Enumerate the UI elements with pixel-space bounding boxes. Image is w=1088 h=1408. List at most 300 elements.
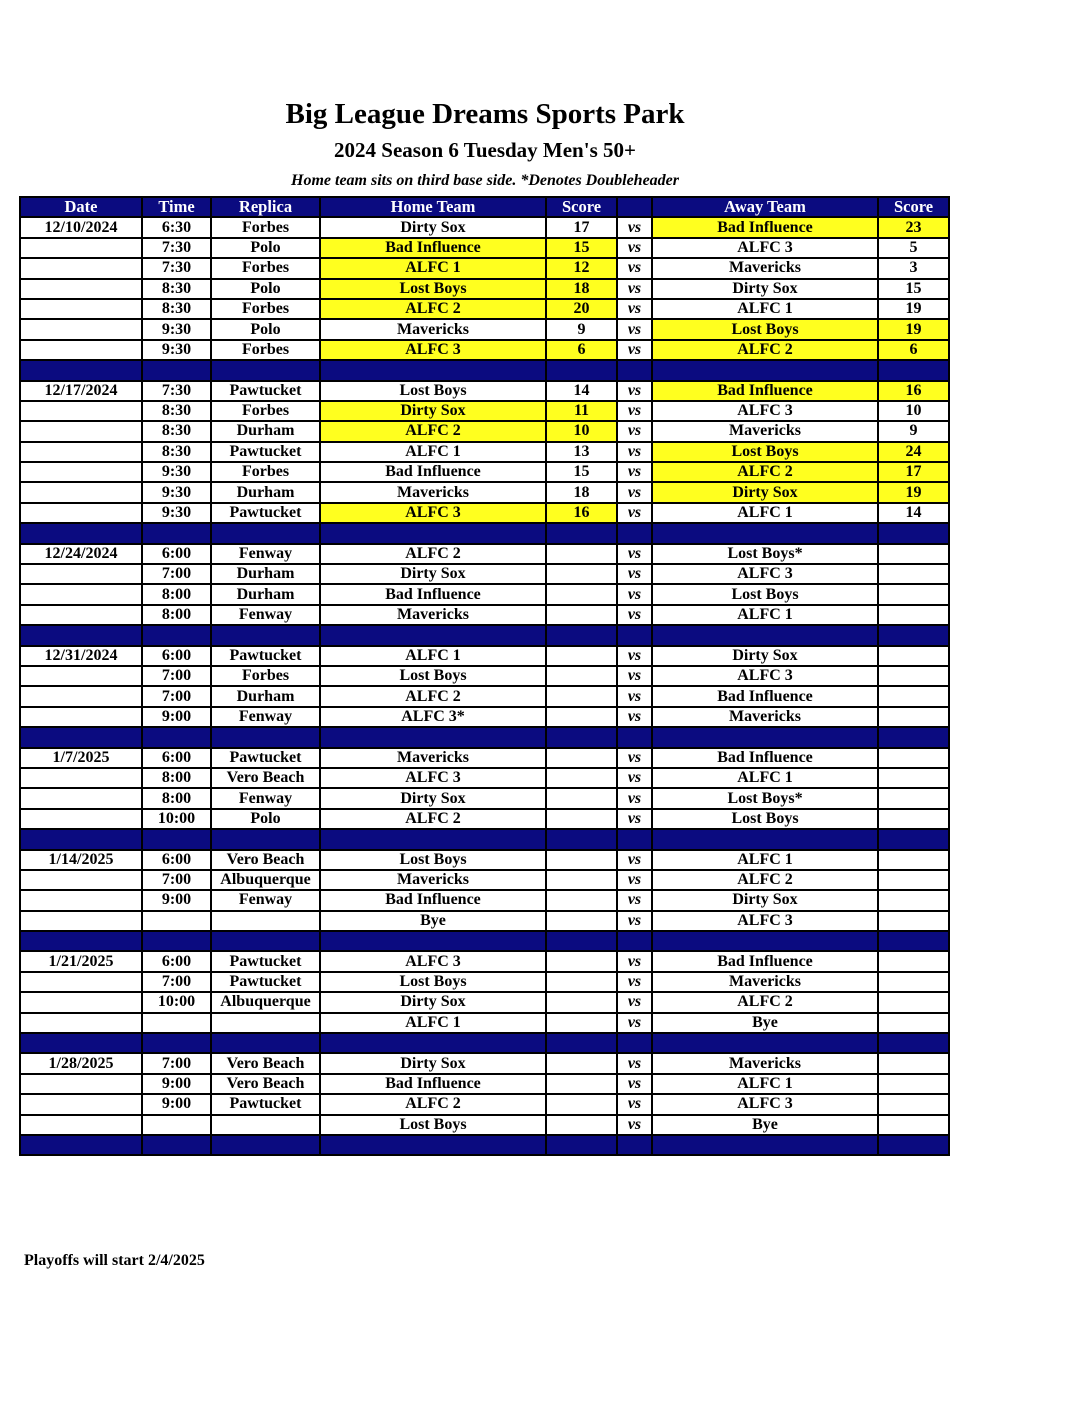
home-score-cell: 18 <box>546 279 617 299</box>
game-row <box>20 911 949 931</box>
away-team-cell: ALFC 3 <box>652 911 878 931</box>
time-cell: 8:00 <box>142 788 211 808</box>
separator-cell <box>546 931 617 951</box>
week-separator-row <box>20 625 949 645</box>
separator-cell <box>546 625 617 645</box>
game-row <box>20 1094 949 1114</box>
vs-cell: vs <box>617 1074 652 1094</box>
away-team-cell: Lost Boys* <box>652 544 878 564</box>
separator-cell <box>617 360 652 380</box>
away-score-cell <box>878 584 949 604</box>
home-score-cell <box>546 1013 617 1033</box>
game-row <box>20 421 949 441</box>
replica-cell <box>211 1115 320 1135</box>
date-cell <box>20 809 142 829</box>
away-team-cell: Bad Influence <box>652 686 878 706</box>
time-cell: 8:00 <box>142 584 211 604</box>
separator-cell <box>142 727 211 747</box>
game-row <box>20 707 949 727</box>
vs-cell: vs <box>617 870 652 890</box>
away-score-cell: 5 <box>878 238 949 258</box>
vs-cell: vs <box>617 911 652 931</box>
away-score-cell <box>878 788 949 808</box>
away-team-cell: ALFC 1 <box>652 850 878 870</box>
home-score-cell <box>546 890 617 910</box>
game-row <box>20 381 949 401</box>
replica-cell: Albuquerque <box>211 870 320 890</box>
time-cell: 9:00 <box>142 1094 211 1114</box>
home-score-cell <box>546 1053 617 1073</box>
week-separator-row <box>20 1033 949 1053</box>
away-score-cell: 6 <box>878 340 949 360</box>
date-cell <box>20 870 142 890</box>
home-team-cell: Lost Boys <box>320 1115 546 1135</box>
away-team-cell: ALFC 1 <box>652 1074 878 1094</box>
vs-cell: vs <box>617 1094 652 1114</box>
game-row <box>20 482 949 502</box>
vs-cell: vs <box>617 666 652 686</box>
time-cell: 9:00 <box>142 707 211 727</box>
away-score-cell <box>878 707 949 727</box>
away-score-cell: 9 <box>878 421 949 441</box>
date-cell <box>20 1074 142 1094</box>
separator-cell <box>320 931 546 951</box>
vs-cell: vs <box>617 584 652 604</box>
separator-cell <box>20 1033 142 1053</box>
separator-cell <box>652 625 878 645</box>
replica-cell: Fenway <box>211 544 320 564</box>
home-team-cell: ALFC 3* <box>320 707 546 727</box>
home-score-cell <box>546 1074 617 1094</box>
separator-cell <box>320 829 546 849</box>
week-separator-row <box>20 1135 949 1155</box>
away-score-cell: 19 <box>878 482 949 502</box>
separator-cell <box>546 727 617 747</box>
vs-cell: vs <box>617 951 652 971</box>
separator-cell <box>546 360 617 380</box>
away-team-cell: ALFC 3 <box>652 564 878 584</box>
date-cell <box>20 788 142 808</box>
game-row <box>20 809 949 829</box>
game-row <box>20 850 949 870</box>
separator-cell <box>142 360 211 380</box>
date-cell: 12/31/2024 <box>20 646 142 666</box>
time-cell: 7:00 <box>142 870 211 890</box>
away-score-cell: 15 <box>878 279 949 299</box>
separator-cell <box>652 727 878 747</box>
home-team-cell: Lost Boys <box>320 666 546 686</box>
time-cell: 10:00 <box>142 992 211 1012</box>
date-cell: 12/17/2024 <box>20 381 142 401</box>
replica-cell: Durham <box>211 584 320 604</box>
date-cell <box>20 482 142 502</box>
home-score-cell: 15 <box>546 238 617 258</box>
replica-cell: Pawtucket <box>211 748 320 768</box>
game-row <box>20 340 949 360</box>
replica-cell: Pawtucket <box>211 442 320 462</box>
away-score-cell: 10 <box>878 401 949 421</box>
schedule-body <box>20 217 949 1155</box>
replica-cell: Pawtucket <box>211 503 320 523</box>
date-cell <box>20 401 142 421</box>
time-cell: 7:00 <box>142 686 211 706</box>
vs-cell: vs <box>617 748 652 768</box>
home-score-cell <box>546 1094 617 1114</box>
vs-cell: vs <box>617 482 652 502</box>
away-team-cell: Mavericks <box>652 972 878 992</box>
separator-cell <box>20 523 142 543</box>
replica-cell: Forbes <box>211 258 320 278</box>
away-score-cell <box>878 870 949 890</box>
home-team-cell: Bad Influence <box>320 584 546 604</box>
date-cell <box>20 462 142 482</box>
away-score-cell <box>878 1074 949 1094</box>
separator-cell <box>617 931 652 951</box>
replica-cell: Pawtucket <box>211 972 320 992</box>
vs-cell: vs <box>617 850 652 870</box>
home-score-cell: 16 <box>546 503 617 523</box>
game-row <box>20 584 949 604</box>
game-row <box>20 462 949 482</box>
schedule-table <box>19 196 950 1156</box>
away-team-cell: ALFC 1 <box>652 605 878 625</box>
separator-cell <box>20 931 142 951</box>
replica-cell <box>211 1013 320 1033</box>
home-team-cell: ALFC 3 <box>320 340 546 360</box>
away-team-cell: ALFC 3 <box>652 666 878 686</box>
season-subtitle: 2024 Season 6 Tuesday Men's 50+ <box>334 138 636 162</box>
date-cell <box>20 1013 142 1033</box>
vs-cell: vs <box>617 258 652 278</box>
separator-cell <box>142 625 211 645</box>
week-separator-row <box>20 360 949 380</box>
away-team-cell: Dirty Sox <box>652 482 878 502</box>
week-separator-row <box>20 727 949 747</box>
replica-cell: Pawtucket <box>211 381 320 401</box>
vs-cell: vs <box>617 890 652 910</box>
replica-cell: Albuquerque <box>211 992 320 1012</box>
separator-cell <box>617 1135 652 1155</box>
away-score-cell <box>878 972 949 992</box>
vs-cell: vs <box>617 972 652 992</box>
home-team-cell: Dirty Sox <box>320 788 546 808</box>
away-score-cell: 3 <box>878 258 949 278</box>
col-date-header: Date <box>20 197 142 217</box>
time-cell: 8:30 <box>142 442 211 462</box>
week-separator-row <box>20 829 949 849</box>
game-row <box>20 299 949 319</box>
away-team-cell: Bad Influence <box>652 748 878 768</box>
home-team-cell: Dirty Sox <box>320 564 546 584</box>
home-score-cell <box>546 748 617 768</box>
vs-cell: vs <box>617 788 652 808</box>
vs-cell: vs <box>617 279 652 299</box>
home-team-cell: Bye <box>320 911 546 931</box>
time-cell: 9:00 <box>142 890 211 910</box>
game-row <box>20 972 949 992</box>
replica-cell: Forbes <box>211 666 320 686</box>
vs-cell: vs <box>617 544 652 564</box>
separator-cell <box>652 1033 878 1053</box>
home-team-cell: ALFC 3 <box>320 768 546 788</box>
vs-cell: vs <box>617 992 652 1012</box>
vs-cell: vs <box>617 503 652 523</box>
game-row <box>20 217 949 237</box>
vs-cell: vs <box>617 686 652 706</box>
date-cell <box>20 421 142 441</box>
away-score-cell <box>878 768 949 788</box>
away-score-cell: 23 <box>878 217 949 237</box>
time-cell: 9:30 <box>142 462 211 482</box>
col-away-score-header: Score <box>878 197 949 217</box>
time-cell: 9:00 <box>142 1074 211 1094</box>
away-score-cell <box>878 666 949 686</box>
game-row <box>20 890 949 910</box>
replica-cell: Polo <box>211 238 320 258</box>
away-score-cell <box>878 646 949 666</box>
game-row <box>20 258 949 278</box>
separator-cell <box>142 829 211 849</box>
home-team-cell: ALFC 3 <box>320 951 546 971</box>
replica-cell: Vero Beach <box>211 768 320 788</box>
home-score-cell <box>546 584 617 604</box>
separator-cell <box>211 523 320 543</box>
col-replica-header: Replica <box>211 197 320 217</box>
separator-cell <box>211 727 320 747</box>
vs-cell: vs <box>617 319 652 339</box>
replica-cell: Fenway <box>211 707 320 727</box>
away-team-cell: Bye <box>652 1013 878 1033</box>
replica-cell: Pawtucket <box>211 1094 320 1114</box>
date-cell <box>20 340 142 360</box>
home-score-cell: 18 <box>546 482 617 502</box>
vs-cell: vs <box>617 217 652 237</box>
away-score-cell: 19 <box>878 299 949 319</box>
game-row <box>20 279 949 299</box>
date-cell: 1/21/2025 <box>20 951 142 971</box>
separator-cell <box>617 523 652 543</box>
away-score-cell <box>878 1094 949 1114</box>
time-cell: 9:30 <box>142 319 211 339</box>
time-cell: 7:30 <box>142 381 211 401</box>
separator-cell <box>878 829 949 849</box>
game-row <box>20 401 949 421</box>
game-row <box>20 992 949 1012</box>
separator-cell <box>546 523 617 543</box>
week-separator-row <box>20 523 949 543</box>
home-score-cell <box>546 911 617 931</box>
replica-cell: Vero Beach <box>211 850 320 870</box>
home-score-cell <box>546 850 617 870</box>
home-score-cell: 13 <box>546 442 617 462</box>
date-cell <box>20 1115 142 1135</box>
time-cell: 6:00 <box>142 850 211 870</box>
separator-cell <box>878 360 949 380</box>
home-score-cell <box>546 992 617 1012</box>
home-team-cell: ALFC 2 <box>320 544 546 564</box>
home-score-cell <box>546 686 617 706</box>
separator-cell <box>20 829 142 849</box>
away-team-cell: Lost Boys* <box>652 788 878 808</box>
game-row <box>20 1013 949 1033</box>
home-team-cell: ALFC 1 <box>320 1013 546 1033</box>
date-cell <box>20 503 142 523</box>
separator-cell <box>142 1033 211 1053</box>
away-score-cell: 16 <box>878 381 949 401</box>
separator-cell <box>211 931 320 951</box>
replica-cell: Vero Beach <box>211 1074 320 1094</box>
away-team-cell: Bad Influence <box>652 381 878 401</box>
home-team-cell: Mavericks <box>320 748 546 768</box>
separator-cell <box>320 1033 546 1053</box>
vs-cell: vs <box>617 768 652 788</box>
replica-cell: Forbes <box>211 401 320 421</box>
home-team-cell: Bad Influence <box>320 1074 546 1094</box>
away-team-cell: Bye <box>652 1115 878 1135</box>
vs-cell: vs <box>617 809 652 829</box>
home-score-cell <box>546 666 617 686</box>
replica-cell: Forbes <box>211 340 320 360</box>
separator-cell <box>546 1135 617 1155</box>
game-row <box>20 748 949 768</box>
vs-cell: vs <box>617 462 652 482</box>
separator-cell <box>546 1033 617 1053</box>
time-cell: 6:30 <box>142 217 211 237</box>
date-cell: 1/28/2025 <box>20 1053 142 1073</box>
home-score-cell <box>546 646 617 666</box>
col-home-team-header: Home Team <box>320 197 546 217</box>
game-row <box>20 686 949 706</box>
away-score-cell: 14 <box>878 503 949 523</box>
home-score-cell: 11 <box>546 401 617 421</box>
game-row <box>20 544 949 564</box>
home-score-cell: 20 <box>546 299 617 319</box>
away-team-cell: Lost Boys <box>652 584 878 604</box>
home-score-cell <box>546 870 617 890</box>
away-score-cell: 24 <box>878 442 949 462</box>
home-team-cell: ALFC 3 <box>320 503 546 523</box>
date-cell: 12/10/2024 <box>20 217 142 237</box>
home-team-cell: Bad Influence <box>320 890 546 910</box>
separator-cell <box>617 625 652 645</box>
home-team-cell: ALFC 2 <box>320 809 546 829</box>
separator-cell <box>20 360 142 380</box>
home-team-cell: Mavericks <box>320 605 546 625</box>
home-team-cell: ALFC 1 <box>320 442 546 462</box>
separator-cell <box>652 829 878 849</box>
col-home-score-header: Score <box>546 197 617 217</box>
game-row <box>20 564 949 584</box>
away-score-cell <box>878 686 949 706</box>
away-team-cell: Bad Influence <box>652 217 878 237</box>
time-cell: 9:30 <box>142 340 211 360</box>
game-row <box>20 1074 949 1094</box>
header-row <box>20 197 949 217</box>
home-team-cell: ALFC 2 <box>320 1094 546 1114</box>
replica-cell: Fenway <box>211 890 320 910</box>
home-team-cell: Dirty Sox <box>320 992 546 1012</box>
separator-cell <box>878 1135 949 1155</box>
away-team-cell: Mavericks <box>652 421 878 441</box>
away-score-cell <box>878 1013 949 1033</box>
time-cell <box>142 1115 211 1135</box>
date-cell <box>20 992 142 1012</box>
separator-cell <box>617 1033 652 1053</box>
away-team-cell: Bad Influence <box>652 951 878 971</box>
date-cell <box>20 707 142 727</box>
home-team-cell: Mavericks <box>320 482 546 502</box>
date-cell <box>20 686 142 706</box>
game-row <box>20 442 949 462</box>
replica-cell: Pawtucket <box>211 646 320 666</box>
separator-cell <box>652 931 878 951</box>
home-score-cell: 6 <box>546 340 617 360</box>
separator-cell <box>652 1135 878 1155</box>
separator-cell <box>652 360 878 380</box>
home-score-cell: 17 <box>546 217 617 237</box>
home-score-cell: 10 <box>546 421 617 441</box>
replica-cell: Durham <box>211 564 320 584</box>
home-score-cell <box>546 564 617 584</box>
replica-cell: Vero Beach <box>211 1053 320 1073</box>
date-cell <box>20 666 142 686</box>
separator-cell <box>617 829 652 849</box>
vs-cell: vs <box>617 421 652 441</box>
date-cell <box>20 911 142 931</box>
away-team-cell: Lost Boys <box>652 319 878 339</box>
time-cell: 7:00 <box>142 564 211 584</box>
date-cell <box>20 442 142 462</box>
time-cell: 8:00 <box>142 605 211 625</box>
time-cell: 7:00 <box>142 666 211 686</box>
away-team-cell: ALFC 2 <box>652 992 878 1012</box>
away-team-cell: Dirty Sox <box>652 646 878 666</box>
game-row <box>20 605 949 625</box>
separator-cell <box>878 625 949 645</box>
separator-cell <box>20 625 142 645</box>
time-cell: 6:00 <box>142 748 211 768</box>
home-team-cell: Lost Boys <box>320 850 546 870</box>
vs-cell: vs <box>617 564 652 584</box>
away-team-cell: ALFC 2 <box>652 870 878 890</box>
time-cell: 7:00 <box>142 1053 211 1073</box>
away-score-cell <box>878 992 949 1012</box>
separator-cell <box>546 829 617 849</box>
time-cell: 9:30 <box>142 503 211 523</box>
replica-cell: Pawtucket <box>211 951 320 971</box>
separator-cell <box>320 523 546 543</box>
home-team-cell: Lost Boys <box>320 381 546 401</box>
away-score-cell <box>878 605 949 625</box>
separator-cell <box>878 1033 949 1053</box>
away-score-cell <box>878 809 949 829</box>
game-row <box>20 319 949 339</box>
game-row <box>20 1115 949 1135</box>
home-team-cell: Lost Boys <box>320 972 546 992</box>
away-team-cell: Mavericks <box>652 707 878 727</box>
col-away-team-header: Away Team <box>652 197 878 217</box>
time-cell: 8:30 <box>142 299 211 319</box>
home-team-cell: Bad Influence <box>320 238 546 258</box>
home-score-cell <box>546 951 617 971</box>
game-row <box>20 788 949 808</box>
vs-cell: vs <box>617 381 652 401</box>
date-cell <box>20 319 142 339</box>
away-score-cell <box>878 890 949 910</box>
separator-cell <box>878 727 949 747</box>
away-team-cell: Lost Boys <box>652 809 878 829</box>
date-cell <box>20 972 142 992</box>
